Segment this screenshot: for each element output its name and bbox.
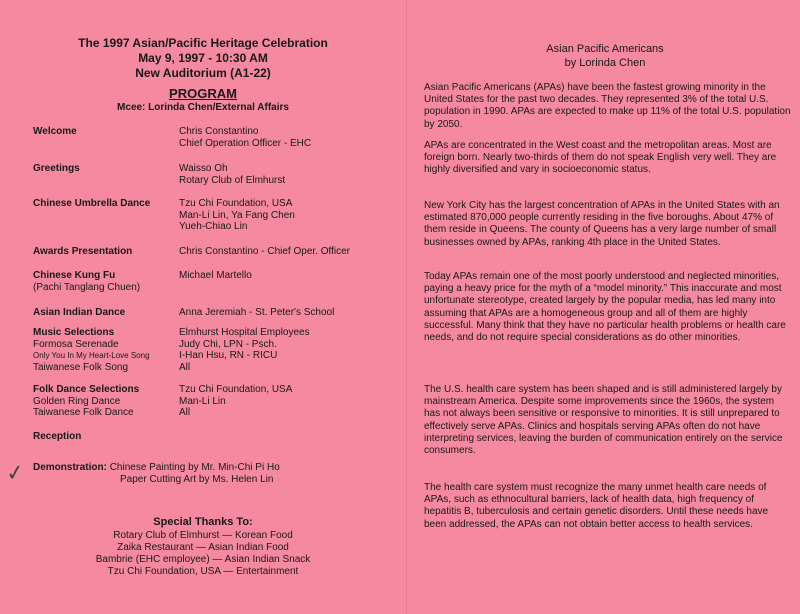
item-value: Anna Jeremiah - St. Peter's School xyxy=(179,307,335,318)
article-paragraph: APAs are concentrated in the West coast and the metropolitan areas. Most are foreign born. Nearly two-thirds of them do not speak English very well. They are highly diversified and vary in socioeconomic status. xyxy=(424,140,777,176)
item-label: Asian Indian Dance xyxy=(33,307,126,318)
item-value: Waisso Oh xyxy=(179,163,228,174)
item-value: All xyxy=(179,407,191,419)
thanks-line: Bambrie (EHC employee) — Asian Indian Snack xyxy=(95,554,311,565)
article-title: Asian Pacific Americans xyxy=(546,43,664,55)
checkmark-icon: ✓ xyxy=(4,458,27,487)
program-title: PROGRAM xyxy=(169,86,237,101)
article-paragraph: Asian Pacific Americans (APAs) have been the fastest growing minority in the United States for the past two decades. They represented 3% of the total U.S. population in 1990. APAs are expected to make up 11% of the total U.S. population by 2050. xyxy=(424,82,791,130)
thanks-line: Zaika Restaurant — Asian Indian Food xyxy=(117,542,289,553)
article-paragraph: Today APAs remain one of the most poorly understood and neglected minorities, paying a heavy price for the myth of a “model minority.” This inaccurate and most unfortunate stereotype, created largely by the popular media, has led many into assuming that APAs are a homogeneous group and all of them are highly successful. Many think that they have no particular health problems or health care needs, and do not require special considerations as do other minorities. xyxy=(424,271,786,344)
thanks-title: Special Thanks To: xyxy=(153,516,253,528)
item-value: Chris Constantino xyxy=(179,126,259,137)
item-value: Chris Constantino - Chief Oper. Officer xyxy=(179,246,350,257)
demonstration-line: Paper Cutting Art by Ms. Helen Lin xyxy=(120,474,274,485)
item-label: Reception xyxy=(33,431,82,442)
item-value: Man-Li Lin xyxy=(179,395,226,407)
item-value: Rotary Club of Elmhurst xyxy=(179,174,286,186)
item-sublabel: Taiwanese Folk Dance xyxy=(33,407,134,419)
item-label: Folk Dance Selections xyxy=(33,384,140,395)
mcee-line: Mcee: Lorinda Chen/External Affairs xyxy=(117,102,289,113)
demonstration-label: Demonstration: xyxy=(33,462,107,473)
thanks-list xyxy=(0,530,406,578)
item-label: Greetings xyxy=(33,163,80,174)
item-value: Judy Chi, LPN - Psch. xyxy=(179,338,277,350)
event-title: The 1997 Asian/Pacific Heritage Celebration xyxy=(78,36,328,50)
thanks-line: Tzu Chi Foundation, USA — Entertainment xyxy=(107,566,299,577)
item-value: Man-Li Lin, Ya Fang Chen xyxy=(179,209,295,221)
item-value: Tzu Chi Foundation, USA xyxy=(179,384,293,395)
item-label: Welcome xyxy=(33,126,77,137)
item-label: Music Selections xyxy=(33,327,115,338)
item-label: Awards Presentation xyxy=(33,246,133,257)
demonstration-line: Chinese Painting by Mr. Min-Chi Pi Ho xyxy=(109,462,280,473)
item-value: All xyxy=(179,361,191,373)
item-value: Yueh-Chiao Lin xyxy=(179,221,248,233)
item-value: Tzu Chi Foundation, USA xyxy=(179,198,293,209)
article-paragraph: The U.S. health care system has been shaped and is still administered largely by mainstream America. Despite some improvements since the 1960s, the system has not always been sensitive or responsive to minorities. It is still unprepared to effectively serve APAs. Clinics and hospitals serving APAs often do not have interpreting services, leaving the burden of communication entirely on the service consumers. xyxy=(424,384,783,457)
item-sublabel: (Pachi Tanglang Chuen) xyxy=(33,281,141,293)
event-date: May 9, 1997 - 10:30 AM xyxy=(138,51,268,65)
fold-line xyxy=(406,0,407,614)
article-heading xyxy=(410,42,800,70)
item-value: Elmhurst Hospital Employees xyxy=(179,327,310,338)
item-sublabel: Only You In My Heart-Love Song xyxy=(33,351,150,361)
item-sublabel: Golden Ring Dance xyxy=(33,395,121,407)
item-value: I-Han Hsu, RN - RICU xyxy=(179,350,278,362)
thanks-line: Rotary Club of Elmhurst — Korean Food xyxy=(113,530,293,541)
item-label: Chinese Kung Fu xyxy=(33,270,116,281)
event-location: New Auditorium (A1-22) xyxy=(135,66,271,80)
item-label: Chinese Umbrella Dance xyxy=(33,198,151,209)
article-panel xyxy=(410,0,800,614)
article-paragraph: New York City has the largest concentration of APAs in the United States with an estimated 870,000 people currently residing in the five boroughs. About 47% of them reside in Queens. The county of Queens has a very large number of small businesses owned by APAs, ranking 4th place in the United States. xyxy=(424,200,780,248)
article-byline: by Lorinda Chen xyxy=(564,57,646,69)
demonstration xyxy=(33,462,393,486)
article-paragraph: The health care system must recognize the many unmet health care needs of APAs, such as ethnocultural barriers, lack of health data, high frequency of hepatitis B, tuberculosis and certain genetic disorders. Until these needs have been addressed, the APAs can not obtain better access to health services. xyxy=(424,482,769,530)
item-value: Chief Operation Officer - EHC xyxy=(179,137,312,149)
item-value: Michael Martello xyxy=(179,270,252,281)
item-sublabel: Taiwanese Folk Song xyxy=(33,361,129,373)
item-sublabel: Formosa Serenade xyxy=(33,338,119,350)
